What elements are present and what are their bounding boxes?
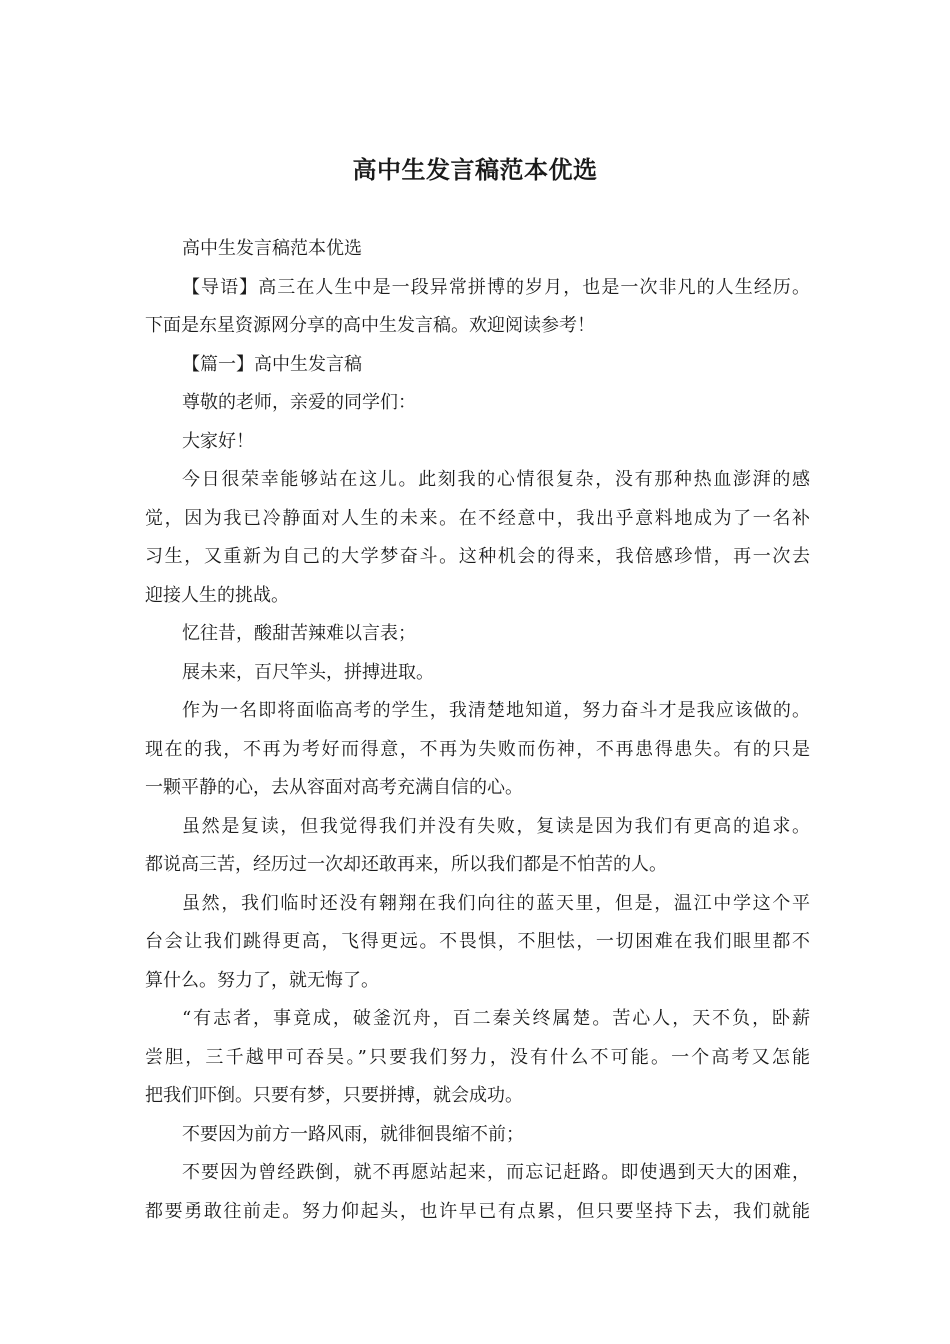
text-line: 算什么。努力了，就无悔了。: [145, 969, 379, 991]
text-line: 不要因为曾经跌倒，就不再愿站起来，而忘记赶路。即使遇到天大的困难，: [182, 1162, 810, 1183]
text-line: 【导语】高三在人生中是一段异常拼博的岁月，也是一次非凡的人生经历。: [182, 276, 810, 298]
text-line: 尝胆，三千越甲可吞吴。”只要我们努力，没有什么不可能。一个高考又怎能: [145, 1046, 810, 1068]
text-line: 现在的我，不再为考好而得意，不再为失败而伤神，不再患得患失。有的只是: [145, 738, 810, 760]
text-line: 大家好！: [182, 430, 254, 452]
text-line: 尊敬的老师，亲爱的同学们：: [182, 392, 416, 413]
text-line: 作为一名即将面临高考的学生，我清楚地知道，努力奋斗才是我应该做的。: [182, 700, 810, 721]
text-line: 今日很荣幸能够站在这儿。此刻我的心情很复杂，没有那种热血澎湃的感: [182, 469, 810, 490]
document-body: [145, 230, 810, 1231]
text-line: 一颗平静的心，去从容面对高考充满自信的心。: [145, 777, 523, 798]
text-line: 虽然，我们临时还没有翱翔在我们向往的蓝天里，但是，温江中学这个平: [182, 892, 810, 914]
text-line: 高中生发言稿范本优选: [182, 238, 362, 259]
text-line: 忆往昔，酸甜苦辣难以言表；: [182, 623, 416, 644]
text-line: 展未来，百尺竿头，拼搏进取。: [182, 661, 434, 683]
document-title: 高中生发言稿范本优选: [352, 155, 598, 184]
text-line: 下面是东星资源网分享的高中生发言稿。欢迎阅读参考！: [145, 315, 595, 336]
text-line: 把我们吓倒。只要有梦，只要拼搏，就会成功。: [145, 1085, 523, 1106]
text-line: 【篇一】高中生发言稿: [182, 353, 362, 375]
text-line: 台会让我们跳得更高，飞得更远。不畏惧，不胆怯，一切困难在我们眼里都不: [145, 931, 810, 952]
text-line: 都要勇敢往前走。努力仰起头，也许早已有点累，但只要坚持下去，我们就能: [145, 1200, 810, 1222]
text-line: 虽然是复读，但我觉得我们并没有失败，复读是因为我们有更高的追求。: [182, 815, 810, 837]
text-line: 迎接人生的挑战。: [145, 584, 289, 606]
text-line: 习生，又重新为自己的大学梦奋斗。这种机会的得来，我倍感珍惜，再一次去: [145, 546, 810, 567]
text-line: 觉，因为我已冷静面对人生的未来。在不经意中，我出乎意料地成为了一名补: [145, 507, 810, 529]
text-line: 不要因为前方一路风雨，就徘徊畏缩不前；: [182, 1123, 524, 1145]
text-line: “有志者，事竟成，破釜沉舟，百二秦关终属楚。苦心人，天不负，卧薪: [182, 1008, 810, 1029]
text-line: 都说高三苦，经历过一次却还敢再来，所以我们都是不怕苦的人。: [145, 854, 667, 875]
